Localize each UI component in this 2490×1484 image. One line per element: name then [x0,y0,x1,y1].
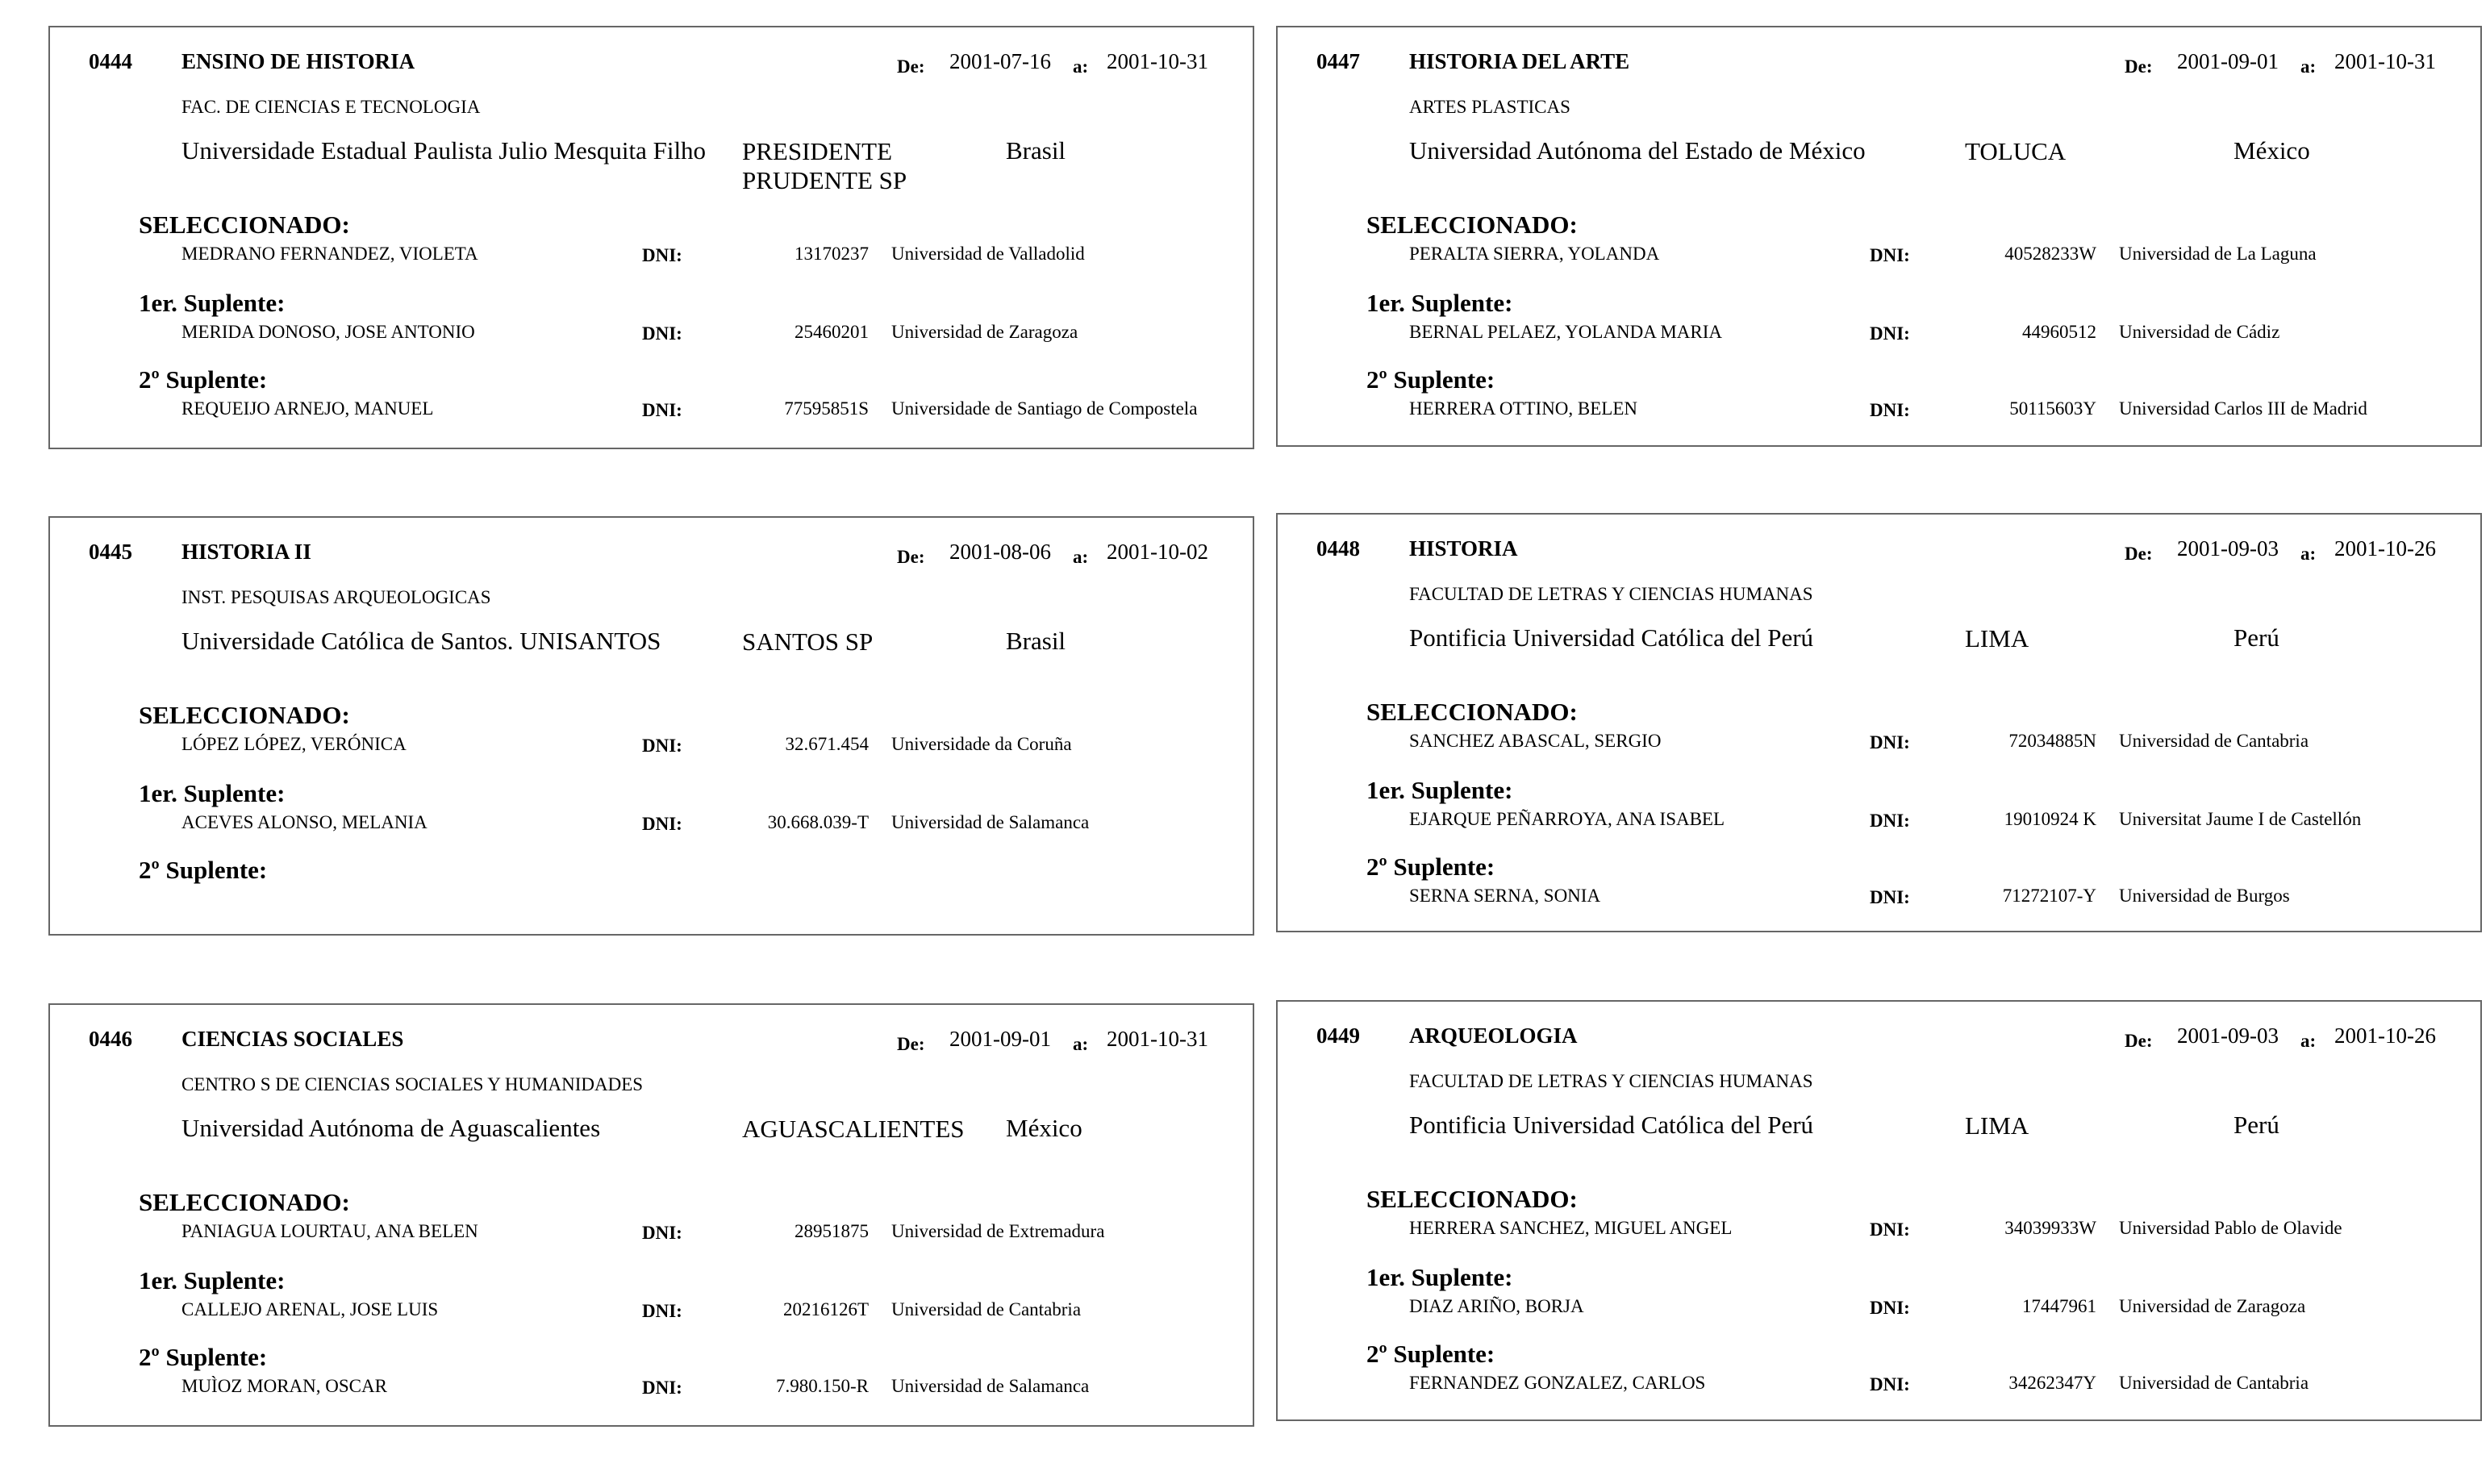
host-university: Universidade Estadual Paulista Julio Mesquita Filho [181,136,707,165]
card-code: 0447 [1316,49,1360,73]
host-country: Perú [2233,623,2279,652]
date-to-label: a: [2300,56,2317,77]
suplente-2-origin-university: Universidad Carlos III de Madrid [2119,398,2367,419]
card-code: 0445 [89,540,132,564]
suplente-2-heading: 2º Suplente: [1366,365,1495,394]
dni-value: 40528233W [2004,244,2096,264]
host-country: Perú [2233,1111,2279,1139]
dni-value: 32.671.454 [785,734,869,754]
date-from: 2001-09-01 [949,1027,1051,1051]
assignment-card [1276,1000,2482,1421]
suplente-1-origin-university: Universidad de Cantabria [891,1299,1082,1319]
dni-value: 25460201 [795,322,869,342]
suplente-1-origin-university: Universitat Jaume I de Castellón [2119,809,2362,829]
dni-label: DNI: [1870,245,1910,265]
card-title: ENSINO DE HISTORIA [181,49,415,73]
suplente-1-origin-university: Universidad de Zaragoza [2119,1296,2306,1316]
dni-label: DNI: [1870,732,1910,752]
suplente-1-person-name: CALLEJO ARENAL, JOSE LUIS [181,1299,439,1319]
seleccionado-heading: SELECCIONADO: [139,1188,350,1216]
dni-value: 50115603Y [2009,398,2096,419]
suplente-2-heading: 2º Suplente: [1366,852,1495,881]
suplente-2-origin-university: Universidad de Burgos [2119,886,2290,906]
date-to: 2001-10-02 [1107,540,1208,564]
host-university: Universidad Autónoma del Estado de México [1409,136,1866,165]
date-to: 2001-10-31 [1107,49,1208,73]
suplente-1-person-name: MERIDA DONOSO, JOSE ANTONIO [181,322,475,342]
host-country: Brasil [1006,136,1066,165]
card-title: CIENCIAS SOCIALES [181,1027,404,1051]
card-title: HISTORIA II [181,540,311,564]
faculty-name: FACULTAD DE LETRAS Y CIENCIAS HUMANAS [1409,1071,1813,1091]
suplente-2-heading: 2º Suplente: [1366,1340,1495,1368]
seleccionado-person-name: MEDRANO FERNANDEZ, VIOLETA [181,244,478,264]
card-code: 0446 [89,1027,132,1051]
suplente-1-person-name: ACEVES ALONSO, MELANIA [181,812,428,832]
dni-value: 7.980.150-R [776,1376,869,1396]
seleccionado-origin-university: Universidad de Extremadura [891,1221,1105,1241]
date-to: 2001-10-31 [2334,49,2436,73]
host-country: México [2233,136,2310,165]
suplente-2-origin-university: Universidade de Santiago de Compostela [891,398,1198,419]
host-city: PRESIDENTE PRUDENTE SP [742,137,907,194]
date-from: 2001-09-03 [2177,1023,2279,1048]
dni-value: 71272107-Y [2002,886,2096,906]
faculty-name: FACULTAD DE LETRAS Y CIENCIAS HUMANAS [1409,584,1813,604]
card-code: 0444 [89,49,132,73]
date-from: 2001-07-16 [949,49,1051,73]
seleccionado-heading: SELECCIONADO: [139,701,350,729]
suplente-1-heading: 1er. Suplente: [1366,289,1513,317]
suplente-1-person-name: DIAZ ARIÑO, BORJA [1409,1296,1584,1316]
date-from: 2001-09-01 [2177,49,2279,73]
date-from-label: De: [897,1034,925,1054]
dni-label: DNI: [642,736,682,756]
dni-label: DNI: [1870,1374,1910,1394]
suplente-1-heading: 1er. Suplente: [139,289,286,317]
seleccionado-heading: SELECCIONADO: [1366,698,1578,726]
date-from-label: De: [897,56,925,77]
dni-label: DNI: [642,1301,682,1321]
seleccionado-person-name: PANIAGUA LOURTAU, ANA BELEN [181,1221,478,1241]
card-title: HISTORIA [1409,536,1518,561]
host-city: SANTOS SP [742,627,874,656]
faculty-name: FAC. DE CIENCIAS E TECNOLOGIA [181,97,481,117]
seleccionado-person-name: HERRERA SANCHEZ, MIGUEL ANGEL [1409,1218,1733,1238]
dni-value: 17447961 [2022,1296,2096,1316]
suplente-2-person-name: SERNA SERNA, SONIA [1409,886,1601,906]
dni-label: DNI: [642,1223,682,1243]
suplente-1-person-name: BERNAL PELAEZ, YOLANDA MARIA [1409,322,1723,342]
dni-label: DNI: [1870,1298,1910,1318]
suplente-2-heading: 2º Suplente: [139,1343,268,1371]
assignment-card [48,1003,1254,1427]
host-city: AGUASCALIENTES [742,1115,965,1143]
suplente-2-heading: 2º Suplente: [139,856,268,884]
date-to-label: a: [1073,1034,1089,1054]
date-to: 2001-10-26 [2334,536,2436,561]
seleccionado-origin-university: Universidad de Cantabria [2119,731,2309,751]
dni-value: 30.668.039-T [767,812,869,832]
suplente-2-origin-university: Universidad de Cantabria [2119,1373,2309,1393]
seleccionado-origin-university: Universidade da Coruña [891,734,1072,754]
suplente-2-person-name: REQUEIJO ARNEJO, MANUEL [181,398,434,419]
date-from: 2001-09-03 [2177,536,2279,561]
card-code: 0449 [1316,1023,1360,1048]
dni-value: 34039933W [2004,1218,2096,1238]
dni-value: 34262347Y [2008,1373,2096,1393]
dni-value: 44960512 [2022,322,2096,342]
dni-label: DNI: [642,1378,682,1398]
date-from-label: De: [897,547,925,567]
faculty-name: CENTRO S DE CIENCIAS SOCIALES Y HUMANIDADES [181,1074,644,1094]
card-code: 0448 [1316,536,1360,561]
faculty-name: ARTES PLASTICAS [1409,97,1570,117]
dni-value: 13170237 [795,244,869,264]
seleccionado-heading: SELECCIONADO: [1366,211,1578,239]
dni-label: DNI: [1870,1219,1910,1240]
host-country: México [1006,1114,1082,1142]
dni-label: DNI: [1870,811,1910,831]
date-to-label: a: [1073,547,1089,567]
dni-label: DNI: [1870,400,1910,420]
suplente-1-heading: 1er. Suplente: [139,779,286,807]
dni-label: DNI: [1870,323,1910,344]
dni-label: DNI: [642,323,682,344]
host-university: Pontificia Universidad Católica del Perú [1409,623,1814,652]
assignment-card [1276,26,2482,447]
dni-value: 19010924 K [2004,809,2096,829]
date-to: 2001-10-31 [1107,1027,1208,1051]
dni-label: DNI: [642,814,682,834]
assignment-card [48,516,1254,936]
suplente-2-person-name: MUÌOZ MORAN, OSCAR [181,1376,387,1396]
suplente-2-heading: 2º Suplente: [139,365,268,394]
dni-value: 72034885N [2008,731,2096,751]
seleccionado-person-name: PERALTA SIERRA, YOLANDA [1409,244,1660,264]
host-city: TOLUCA [1965,137,2067,165]
seleccionado-origin-university: Universidad de La Laguna [2119,244,2317,264]
host-city: LIMA [1965,1111,2029,1140]
date-to: 2001-10-26 [2334,1023,2436,1048]
dni-label: DNI: [642,400,682,420]
suplente-1-origin-university: Universidad de Salamanca [891,812,1090,832]
host-university: Pontificia Universidad Católica del Perú [1409,1111,1814,1139]
suplente-1-heading: 1er. Suplente: [1366,776,1513,804]
faculty-name: INST. PESQUISAS ARQUEOLOGICAS [181,587,491,607]
date-from: 2001-08-06 [949,540,1051,564]
dni-label: DNI: [642,245,682,265]
host-city: LIMA [1965,624,2029,652]
host-country: Brasil [1006,627,1066,655]
suplente-1-heading: 1er. Suplente: [139,1266,286,1294]
host-university: Universidade Católica de Santos. UNISANTOS [181,627,661,655]
suplente-2-person-name: FERNANDEZ GONZALEZ, CARLOS [1409,1373,1706,1393]
dni-value: 77595851S [784,398,869,419]
date-to-label: a: [1073,56,1089,77]
suplente-1-person-name: EJARQUE PEÑARROYA, ANA ISABEL [1409,809,1725,829]
seleccionado-origin-university: Universidad Pablo de Olavide [2119,1218,2342,1238]
date-to-label: a: [2300,1031,2317,1051]
suplente-1-origin-university: Universidad de Zaragoza [891,322,1078,342]
seleccionado-person-name: LÓPEZ LÓPEZ, VERÓNICA [181,734,407,754]
assignment-card [48,26,1254,449]
seleccionado-origin-university: Universidad de Valladolid [891,244,1085,264]
date-from-label: De: [2125,544,2153,564]
dni-label: DNI: [1870,887,1910,907]
assignment-card [1276,513,2482,932]
host-university: Universidad Autónoma de Aguascalientes [181,1114,601,1142]
card-title: ARQUEOLOGIA [1409,1023,1578,1048]
date-to-label: a: [2300,544,2317,564]
suplente-2-origin-university: Universidad de Salamanca [891,1376,1090,1396]
card-title: HISTORIA DEL ARTE [1409,49,1630,73]
suplente-2-person-name: HERRERA OTTINO, BELEN [1409,398,1638,419]
seleccionado-person-name: SANCHEZ ABASCAL, SERGIO [1409,731,1662,751]
seleccionado-heading: SELECCIONADO: [1366,1185,1578,1213]
suplente-1-origin-university: Universidad de Cádiz [2119,322,2280,342]
dni-value: 28951875 [795,1221,869,1241]
seleccionado-heading: SELECCIONADO: [139,211,350,239]
suplente-1-heading: 1er. Suplente: [1366,1263,1513,1291]
date-from-label: De: [2125,1031,2153,1051]
dni-value: 20216126T [782,1299,869,1319]
date-from-label: De: [2125,56,2153,77]
